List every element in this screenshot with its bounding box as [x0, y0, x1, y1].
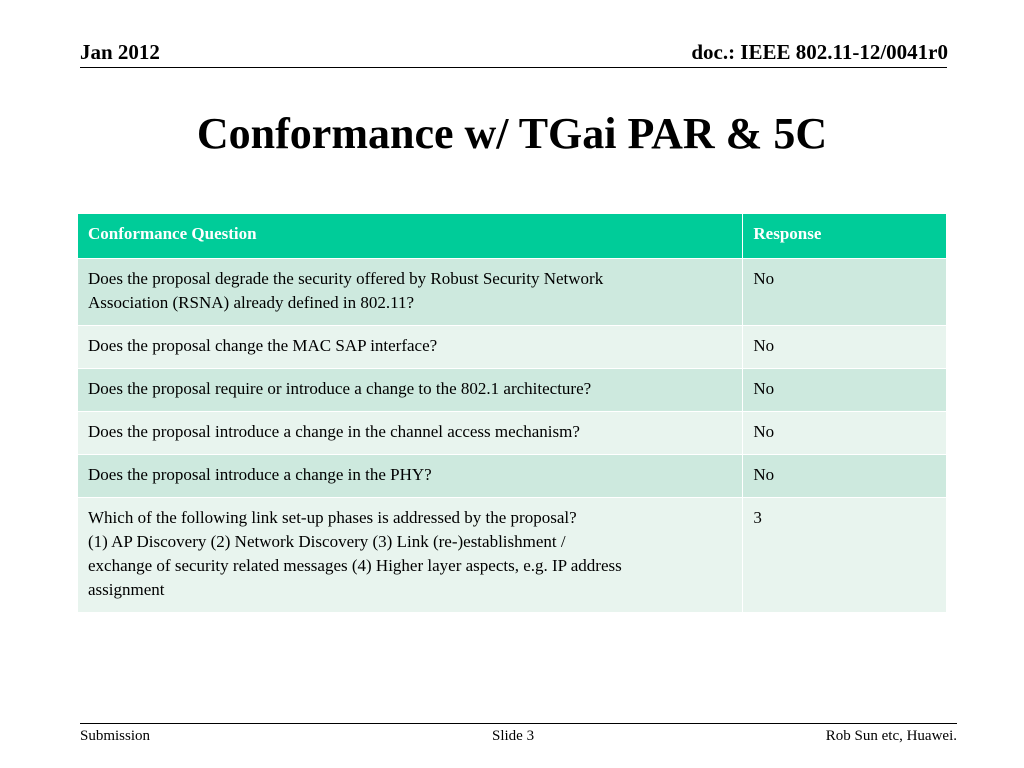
footer-slide-number: Slide 3	[492, 728, 535, 744]
header-doc-id: doc.: IEEE 802.11-12/0041r0	[691, 40, 948, 64]
question-cell	[78, 412, 743, 455]
question-text: Does the proposal degrade the security offered by Robust Security Network	[88, 269, 604, 288]
column-header-question: Conformance Question	[78, 214, 743, 259]
response-cell: No	[743, 455, 947, 498]
response-cell: 3	[743, 498, 947, 613]
table-row	[78, 259, 947, 326]
question-cell	[78, 455, 743, 498]
question-cell	[78, 259, 743, 326]
table-row	[78, 369, 947, 412]
question-text: Does the proposal require or introduce a change to the 802.1 architecture?	[88, 379, 592, 398]
conformance-table	[77, 213, 947, 613]
question-text: (1) AP Discovery (2) Network Discovery (3) Link (re-)establishment /	[88, 532, 566, 551]
question-text: Does the proposal change the MAC SAP interface?	[88, 336, 438, 355]
response-cell: No	[743, 326, 947, 369]
column-header-response: Response	[743, 214, 947, 259]
question-text: Does the proposal introduce a change in the channel access mechanism?	[88, 422, 580, 441]
footer-submission: Submission	[80, 728, 151, 744]
table-row	[78, 455, 947, 498]
footer-divider	[80, 723, 957, 724]
question-cell	[78, 326, 743, 369]
table-row	[78, 326, 947, 369]
response-cell: No	[743, 369, 947, 412]
response-cell: No	[743, 412, 947, 455]
question-cell	[78, 498, 743, 613]
header-divider	[80, 67, 947, 68]
table-header-row	[78, 214, 947, 259]
table-row	[78, 498, 947, 613]
question-cell	[78, 369, 743, 412]
table-row	[78, 412, 947, 455]
question-text: Which of the following link set-up phases is addressed by the proposal?	[88, 508, 577, 527]
response-cell: No	[743, 259, 947, 326]
footer-author: Rob Sun etc, Huawei.	[825, 728, 957, 744]
header-date: Jan 2012	[80, 40, 160, 64]
question-text: exchange of security related messages (4) Higher layer aspects, e.g. IP address	[88, 556, 622, 575]
question-text: Association (RSNA) already defined in 802.11?	[88, 293, 415, 312]
question-text: assignment	[88, 580, 165, 599]
slide-title: Conformance w/ TGai PAR & 5C	[196, 109, 828, 158]
question-text: Does the proposal introduce a change in the PHY?	[88, 465, 432, 484]
